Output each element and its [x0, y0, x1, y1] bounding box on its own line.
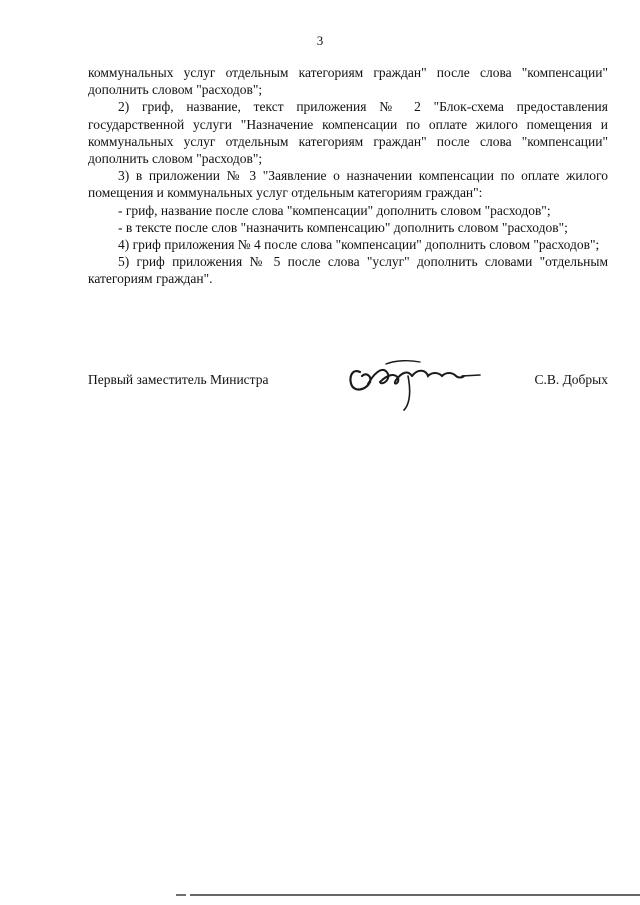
- page-number: 3: [316, 33, 324, 48]
- paragraph: - в тексте после слов "назначить компенсацию" дополнить словом "расходов";: [118, 219, 568, 235]
- signature-block: [88, 366, 608, 406]
- paragraph: коммунальных услуг отдельным категориям граждан" после слова "компенсации" дополнить словом "расходов";: [88, 65, 608, 98]
- paragraph: 3) в приложении № 3 "Заявление о назначении компенсации по оплате жилого помещения и коммунальных услуг отдельным категориям граждан":: [88, 168, 608, 201]
- paragraph: - гриф, название после слова "компенсации" дополнить словом "расходов";: [118, 202, 551, 218]
- paragraph: 4) гриф приложения № 4 после слова "компенсации" дополнить словом "расходов";: [118, 237, 600, 253]
- footer-rule: [176, 894, 640, 896]
- paragraph: 5) гриф приложения № 5 после слова "услуг" дополнить словами "отдельным категориям граждан".: [88, 254, 608, 287]
- signatory-title: Первый заместитель Министра: [88, 372, 269, 387]
- paragraph: 2) гриф, название, текст приложения № 2 "Блок-схема предоставления государственной услуги "Назначение компенсации по оплате жилого помещения и коммунальных услуг отдельным категориям граждан" после слова "компенсации" дополнить словом "расходов";: [88, 99, 608, 167]
- signatory-name: С.В. Добрых: [534, 372, 608, 387]
- handwritten-signature: [346, 356, 486, 411]
- document-body: [88, 64, 608, 288]
